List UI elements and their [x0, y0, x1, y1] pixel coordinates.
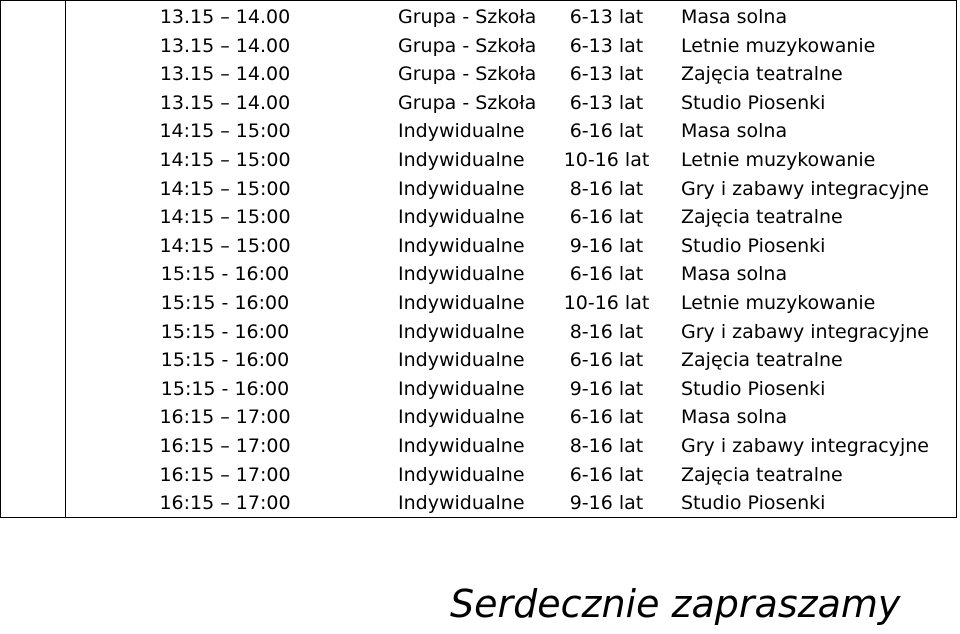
- group-cell: Indywidualne: [398, 148, 525, 171]
- time-cell: 16:15 – 17:00: [159, 406, 291, 429]
- time-cell: 16:15 – 17:00: [159, 492, 291, 515]
- table-row: [1, 260, 956, 289]
- age-cell: 9-16 lat: [569, 234, 644, 257]
- group-cell: Grupa - Szkoła: [398, 63, 537, 86]
- group-cell: Indywidualne: [398, 377, 525, 400]
- schedule-rows: [1, 3, 956, 518]
- activity-cell: Zajęcia teatralne: [681, 206, 843, 229]
- time-cell: 13.15 – 14.00: [159, 63, 291, 86]
- activity-cell: Studio Piosenki: [681, 234, 826, 257]
- table-row: [1, 318, 956, 347]
- time-cell: 15:15 - 16:00: [160, 349, 290, 372]
- table-row: [1, 375, 956, 404]
- age-cell: 6-13 lat: [569, 63, 644, 86]
- table-row: [1, 89, 956, 118]
- table-row: [1, 117, 956, 146]
- group-cell: Indywidualne: [398, 320, 525, 343]
- activity-cell: Zajęcia teatralne: [681, 349, 843, 372]
- age-cell: 10-16 lat: [563, 291, 650, 314]
- time-cell: 15:15 - 16:00: [160, 377, 290, 400]
- group-cell: Indywidualne: [398, 434, 525, 457]
- table-row: [1, 146, 956, 175]
- age-cell: 6-13 lat: [569, 91, 644, 114]
- table-row: [1, 175, 956, 204]
- activity-cell: Studio Piosenki: [681, 377, 826, 400]
- age-cell: 6-13 lat: [569, 6, 644, 28]
- table-row: [1, 289, 956, 318]
- activity-cell: Gry i zabawy integracyjne: [681, 434, 929, 457]
- table-row: [1, 232, 956, 261]
- time-cell: 13.15 – 14.00: [159, 34, 291, 57]
- time-cell: 15:15 - 16:00: [160, 291, 290, 314]
- time-cell: 13.15 – 14.00: [159, 6, 291, 28]
- group-cell: Indywidualne: [398, 120, 525, 143]
- age-cell: 9-16 lat: [569, 377, 644, 400]
- group-cell: Grupa - Szkoła: [398, 6, 537, 28]
- group-cell: Indywidualne: [398, 463, 525, 486]
- activity-cell: Letnie muzykowanie: [681, 291, 876, 314]
- age-cell: 10-16 lat: [563, 148, 650, 171]
- activity-cell: Masa solna: [681, 6, 788, 28]
- age-cell: 8-16 lat: [569, 177, 644, 200]
- closing-invitation: Serdecznie zapraszamy: [450, 582, 901, 626]
- group-cell: Indywidualne: [398, 234, 525, 257]
- time-cell: 16:15 – 17:00: [159, 463, 291, 486]
- group-cell: Indywidualne: [398, 291, 525, 314]
- table-row: [1, 432, 956, 461]
- group-cell: Grupa - Szkoła: [398, 34, 537, 57]
- time-cell: 14:15 – 15:00: [159, 206, 291, 229]
- activity-cell: Studio Piosenki: [681, 91, 826, 114]
- age-cell: 8-16 lat: [569, 320, 644, 343]
- table-row: [1, 489, 956, 518]
- activity-cell: Masa solna: [681, 263, 788, 286]
- age-cell: 8-16 lat: [569, 434, 644, 457]
- age-cell: 6-16 lat: [569, 463, 644, 486]
- age-cell: 6-16 lat: [569, 406, 644, 429]
- time-cell: 14:15 – 15:00: [159, 148, 291, 171]
- activity-cell: Masa solna: [681, 120, 788, 143]
- table-row: [1, 403, 956, 432]
- group-cell: Indywidualne: [398, 206, 525, 229]
- table-row: [1, 32, 956, 61]
- time-cell: 14:15 – 15:00: [159, 120, 291, 143]
- activity-cell: Gry i zabawy integracyjne: [681, 177, 929, 200]
- activity-cell: Gry i zabawy integracyjne: [681, 320, 929, 343]
- table-row: [1, 203, 956, 232]
- table-row: [1, 346, 956, 375]
- table-row: [1, 60, 956, 89]
- group-cell: Indywidualne: [398, 492, 525, 515]
- time-cell: 16:15 – 17:00: [159, 434, 291, 457]
- time-cell: 15:15 - 16:00: [160, 263, 290, 286]
- age-cell: 6-16 lat: [569, 349, 644, 372]
- age-cell: 6-16 lat: [569, 206, 644, 229]
- group-cell: Indywidualne: [398, 349, 525, 372]
- time-cell: 14:15 – 15:00: [159, 234, 291, 257]
- group-cell: Indywidualne: [398, 263, 525, 286]
- group-cell: Indywidualne: [398, 177, 525, 200]
- age-cell: 9-16 lat: [569, 492, 644, 515]
- activity-cell: Masa solna: [681, 406, 788, 429]
- age-cell: 6-16 lat: [569, 120, 644, 143]
- age-cell: 6-13 lat: [569, 34, 644, 57]
- age-cell: 6-16 lat: [569, 263, 644, 286]
- table-row: [1, 3, 956, 32]
- group-cell: Indywidualne: [398, 406, 525, 429]
- time-cell: 13.15 – 14.00: [159, 91, 291, 114]
- time-cell: 14:15 – 15:00: [159, 177, 291, 200]
- activity-cell: Letnie muzykowanie: [681, 148, 876, 171]
- group-cell: Grupa - Szkoła: [398, 91, 537, 114]
- activity-cell: Zajęcia teatralne: [681, 463, 843, 486]
- activity-cell: Letnie muzykowanie: [681, 34, 876, 57]
- activity-cell: Zajęcia teatralne: [681, 63, 843, 86]
- time-cell: 15:15 - 16:00: [160, 320, 290, 343]
- activity-cell: Studio Piosenki: [681, 492, 826, 515]
- table-row: [1, 461, 956, 490]
